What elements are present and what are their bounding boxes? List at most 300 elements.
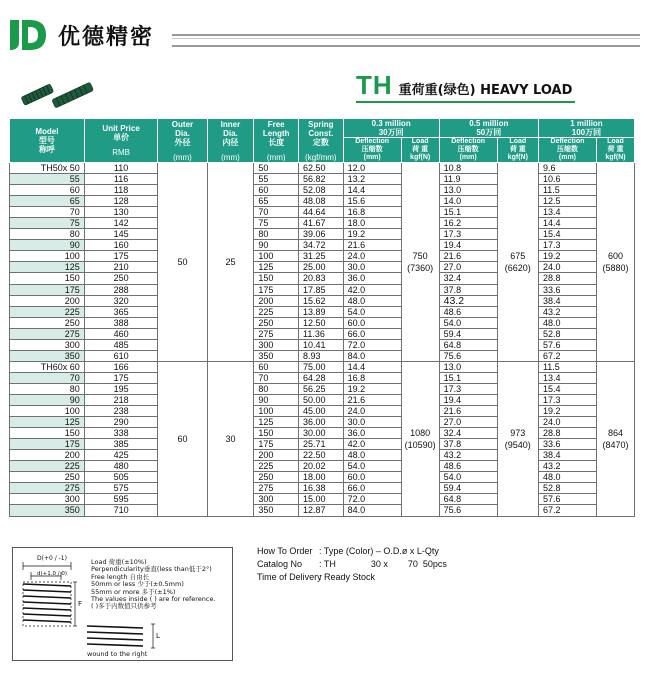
cell-spring-const: 39.06 — [299, 229, 344, 240]
cell-free-length: 250 — [254, 317, 299, 328]
jd-logo-icon — [8, 18, 48, 52]
tolerance-note-line: The values inside ( ) are for reference. — [91, 595, 216, 604]
cell-deflection-0-3m: 14.4 — [343, 361, 401, 372]
cell-free-length: 50 — [254, 163, 299, 174]
cell-deflection-0-3m: 66.0 — [343, 328, 401, 339]
cell-deflection-0-3m: 60.0 — [343, 317, 401, 328]
header-load: Load 荷 重 kgf(N) — [401, 138, 439, 163]
cell-deflection-0-5m: 13.0 — [439, 185, 497, 196]
table-row — [10, 218, 635, 229]
cell-deflection-0-3m: 16.8 — [343, 372, 401, 383]
cell-free-length: 55 — [254, 174, 299, 185]
tolerance-note-line: 50mm or less 少于(±0.5mm) — [91, 580, 184, 589]
cell-model: 80 — [10, 383, 85, 394]
title-underline — [356, 101, 575, 103]
cell-free-length: 70 — [254, 207, 299, 218]
cell-deflection-0-5m: 27.0 — [439, 262, 497, 273]
table-row — [10, 361, 635, 372]
cell-free-length: 80 — [254, 383, 299, 394]
product-code: TH — [356, 70, 393, 100]
cell-deflection-0-5m: 64.8 — [439, 494, 497, 505]
table-row — [10, 339, 635, 350]
cell-deflection-0-5m: 37.8 — [439, 439, 497, 450]
cell-deflection-0-5m: 16.2 — [439, 218, 497, 229]
cell-price: 118 — [84, 185, 158, 196]
cell-free-length: 300 — [254, 339, 299, 350]
cell-price: 365 — [84, 306, 158, 317]
cell-deflection-0-3m: 72.0 — [343, 494, 401, 505]
cell-model: 75 — [10, 218, 85, 229]
cell-free-length: 175 — [254, 284, 299, 295]
header-outer-dia: Outer Dia. 外径 (mm) — [158, 119, 207, 163]
header-deflection: Deflection 压缩数 (mm) — [538, 138, 596, 163]
tolerance-notes — [91, 559, 227, 611]
cell-free-length: 100 — [254, 406, 299, 417]
cell-spring-const: 56.82 — [299, 174, 344, 185]
cell-model: 100 — [10, 406, 85, 417]
cell-model: 65 — [10, 196, 85, 207]
cell-deflection-1m: 14.4 — [538, 218, 596, 229]
cell-price: 320 — [84, 295, 158, 306]
brand-name: 优德精密 — [58, 25, 155, 50]
cell-model: 55 — [10, 174, 85, 185]
cell-spring-const: 12.87 — [299, 505, 344, 516]
tolerance-note-line: 55mm or more 多于(±1%) — [91, 587, 176, 596]
cell-deflection-0-3m: 54.0 — [343, 461, 401, 472]
cell-model: 250 — [10, 472, 85, 483]
page-header — [8, 14, 640, 54]
table-row — [10, 428, 635, 439]
cell-free-length: 150 — [254, 428, 299, 439]
cell-spring-const: 30.00 — [299, 428, 344, 439]
cell-model: 150 — [10, 273, 85, 284]
header-group-0-5m: 0.5 million 50万回 — [439, 119, 538, 138]
cell-price: 575 — [84, 483, 158, 494]
cell-free-length: 300 — [254, 494, 299, 505]
label-d-outer: D(+0 / -1) — [37, 555, 67, 562]
cell-deflection-0-3m: 24.0 — [343, 251, 401, 262]
cell-model: 90 — [10, 394, 85, 405]
cell-price: 160 — [84, 240, 158, 251]
cell-deflection-0-3m: 36.0 — [343, 273, 401, 284]
cell-spring-const: 20.02 — [299, 461, 344, 472]
cell-deflection-0-3m: 48.0 — [343, 450, 401, 461]
cell-spring-const: 62.50 — [299, 163, 344, 174]
cell-spring-const: 15.00 — [299, 494, 344, 505]
cell-deflection-0-5m: 10.8 — [439, 163, 497, 174]
cell-deflection-1m: 24.0 — [538, 417, 596, 428]
cell-deflection-0-5m: 19.4 — [439, 394, 497, 405]
cell-model: 125 — [10, 262, 85, 273]
cell-model: 275 — [10, 328, 85, 339]
cell-load-0-3m: 750 (7360) — [401, 163, 439, 362]
spring-product-image — [18, 78, 98, 112]
cell-price: 145 — [84, 229, 158, 240]
table-row — [10, 505, 635, 516]
cell-deflection-0-5m: 75.6 — [439, 350, 497, 361]
table-row — [10, 328, 635, 339]
order-delivery-row: Time of Delivery: Ready Stock — [257, 572, 376, 582]
cell-spring-const: 75.00 — [299, 361, 344, 372]
cell-model: 200 — [10, 450, 85, 461]
table-row — [10, 273, 635, 284]
cell-price: 128 — [84, 196, 158, 207]
cell-deflection-1m: 57.6 — [538, 494, 596, 505]
table-row — [10, 483, 635, 494]
cell-spring-const: 48.08 — [299, 196, 344, 207]
cell-model: 250 — [10, 317, 85, 328]
cell-deflection-1m: 17.3 — [538, 240, 596, 251]
table-row — [10, 251, 635, 262]
cell-free-length: 150 — [254, 273, 299, 284]
cell-deflection-0-3m: 84.0 — [343, 505, 401, 516]
cell-deflection-1m: 12.5 — [538, 196, 596, 207]
cell-deflection-0-5m: 32.4 — [439, 273, 497, 284]
header-model: Model 型号 称呼 — [10, 119, 85, 163]
cell-load-0-5m: 973 (9540) — [497, 361, 538, 516]
table-row — [10, 262, 635, 273]
cell-spring-const: 41.67 — [299, 218, 344, 229]
cell-free-length: 200 — [254, 295, 299, 306]
table-row — [10, 317, 635, 328]
cell-spring-const: 56.25 — [299, 383, 344, 394]
label-d-inner: d(+1.0 / 0) — [37, 571, 67, 577]
cell-free-length: 175 — [254, 439, 299, 450]
header-deflection: Deflection 压缩数 (mm) — [343, 138, 401, 163]
cell-deflection-1m: 43.2 — [538, 461, 596, 472]
cell-spring-const: 15.62 — [299, 295, 344, 306]
cell-model: 70 — [10, 207, 85, 218]
spec-table-body — [10, 163, 635, 517]
cell-model: 300 — [10, 339, 85, 350]
cell-free-length: 90 — [254, 394, 299, 405]
cell-free-length: 80 — [254, 229, 299, 240]
cell-price: 116 — [84, 174, 158, 185]
cell-model: TH50x 50 — [10, 163, 85, 174]
cell-spring-const: 25.00 — [299, 262, 344, 273]
table-row — [10, 207, 635, 218]
cell-inner-dia: 30 — [207, 361, 254, 516]
cell-deflection-0-5m: 32.4 — [439, 428, 497, 439]
tolerance-note-line: Perpendicularity垂直(less than低于2°) — [91, 565, 212, 574]
spec-table — [9, 118, 635, 517]
cell-spring-const: 31.25 — [299, 251, 344, 262]
tolerance-note-line: Load 荷重(±10%) — [91, 558, 147, 566]
label-f: F — [78, 600, 83, 608]
cell-inner-dia: 25 — [207, 163, 254, 362]
cell-load-1m: 864 (8470) — [596, 361, 634, 516]
cell-price: 595 — [84, 494, 158, 505]
cell-deflection-1m: 52.8 — [538, 328, 596, 339]
table-row — [10, 185, 635, 196]
cell-spring-const: 22.50 — [299, 450, 344, 461]
cell-deflection-0-3m: 18.0 — [343, 218, 401, 229]
cell-free-length: 90 — [254, 240, 299, 251]
cell-price: 288 — [84, 284, 158, 295]
label-l: L — [156, 632, 160, 640]
cell-load-0-5m: 675 (6620) — [497, 163, 538, 362]
spring-diagram — [12, 547, 233, 661]
table-row — [10, 240, 635, 251]
cell-deflection-0-5m: 43.2 — [439, 450, 497, 461]
cell-spring-const: 50.00 — [299, 394, 344, 405]
cell-model: 225 — [10, 461, 85, 472]
cell-spring-const: 11.36 — [299, 328, 344, 339]
cell-price: 166 — [84, 361, 158, 372]
cell-free-length: 350 — [254, 505, 299, 516]
cell-deflection-1m: 19.2 — [538, 251, 596, 262]
cell-spring-const: 12.50 — [299, 317, 344, 328]
cell-deflection-1m: 48.0 — [538, 317, 596, 328]
cell-spring-const: 17.85 — [299, 284, 344, 295]
cell-free-length: 225 — [254, 306, 299, 317]
cell-price: 385 — [84, 439, 158, 450]
cell-deflection-0-5m: 43.2 — [439, 295, 497, 306]
cell-deflection-1m: 43.2 — [538, 306, 596, 317]
cell-price: 338 — [84, 428, 158, 439]
cell-deflection-0-5m: 54.0 — [439, 317, 497, 328]
cell-free-length: 350 — [254, 350, 299, 361]
cell-deflection-1m: 38.4 — [538, 450, 596, 461]
cell-deflection-0-3m: 72.0 — [343, 339, 401, 350]
cell-spring-const: 10.41 — [299, 339, 344, 350]
cell-deflection-0-3m: 36.0 — [343, 428, 401, 439]
table-row — [10, 163, 635, 174]
cell-price: 710 — [84, 505, 158, 516]
cell-deflection-0-5m: 17.3 — [439, 383, 497, 394]
header-group-1m: 1 million 100万回 — [538, 119, 634, 138]
cell-spring-const: 34.72 — [299, 240, 344, 251]
cell-deflection-0-5m: 48.6 — [439, 306, 497, 317]
table-row — [10, 450, 635, 461]
cell-deflection-0-3m: 54.0 — [343, 306, 401, 317]
cell-deflection-0-3m: 19.2 — [343, 229, 401, 240]
table-row — [10, 394, 635, 405]
tolerance-note-line: ( )多于内数值只供参考 — [91, 602, 157, 611]
cell-free-length: 275 — [254, 483, 299, 494]
cell-deflection-0-5m: 54.0 — [439, 472, 497, 483]
cell-load-0-3m: 1080 (10590) — [401, 361, 439, 516]
cell-deflection-0-5m: 19.4 — [439, 240, 497, 251]
cell-deflection-1m: 24.0 — [538, 262, 596, 273]
cell-deflection-0-3m: 13.2 — [343, 174, 401, 185]
table-row — [10, 350, 635, 361]
cell-free-length: 275 — [254, 328, 299, 339]
cell-free-length: 70 — [254, 372, 299, 383]
cell-deflection-1m: 9.6 — [538, 163, 596, 174]
cell-deflection-0-5m: 59.4 — [439, 328, 497, 339]
cell-model: 200 — [10, 295, 85, 306]
table-row — [10, 406, 635, 417]
table-row — [10, 174, 635, 185]
cell-free-length: 125 — [254, 417, 299, 428]
cell-deflection-1m: 28.8 — [538, 428, 596, 439]
tolerance-note-line: Free length 自由长 — [91, 572, 150, 581]
header-spring-const: Spring Const. 定数 (kgf/mm) — [299, 119, 344, 163]
header-price: Unit Price 单价 RMB — [84, 119, 158, 163]
cell-price: 175 — [84, 251, 158, 262]
wound-direction: wound to the right — [87, 650, 148, 658]
cell-deflection-0-5m: 11.9 — [439, 174, 497, 185]
cell-deflection-0-3m: 66.0 — [343, 483, 401, 494]
order-how-row: How To Order : Type (Color) – O.D.ø x L-Qty — [257, 546, 439, 556]
cell-free-length: 65 — [254, 196, 299, 207]
cell-model: 175 — [10, 284, 85, 295]
product-name: 重荷重(绿色) HEAVY LOAD — [398, 83, 573, 98]
cell-free-length: 200 — [254, 450, 299, 461]
cell-free-length: 250 — [254, 472, 299, 483]
table-row — [10, 229, 635, 240]
cell-price: 110 — [84, 163, 158, 174]
cell-deflection-1m: 67.2 — [538, 505, 596, 516]
cell-deflection-0-3m: 16.8 — [343, 207, 401, 218]
cell-model: 175 — [10, 439, 85, 450]
cell-deflection-1m: 15.4 — [538, 383, 596, 394]
cell-deflection-1m: 17.3 — [538, 394, 596, 405]
cell-spring-const: 13.89 — [299, 306, 344, 317]
cell-deflection-0-5m: 27.0 — [439, 417, 497, 428]
table-row — [10, 461, 635, 472]
cell-free-length: 60 — [254, 185, 299, 196]
table-row — [10, 417, 635, 428]
cell-deflection-0-3m: 84.0 — [343, 350, 401, 361]
cell-deflection-1m: 57.6 — [538, 339, 596, 350]
table-row — [10, 372, 635, 383]
cell-deflection-0-5m: 64.8 — [439, 339, 497, 350]
cell-free-length: 125 — [254, 262, 299, 273]
cell-deflection-1m: 11.5 — [538, 185, 596, 196]
cell-deflection-0-5m: 37.8 — [439, 284, 497, 295]
cell-price: 505 — [84, 472, 158, 483]
cell-spring-const: 36.00 — [299, 417, 344, 428]
table-row — [10, 306, 635, 317]
cell-free-length: 60 — [254, 361, 299, 372]
table-row — [10, 439, 635, 450]
cell-deflection-0-3m: 60.0 — [343, 472, 401, 483]
cell-model: 350 — [10, 505, 85, 516]
header-rule — [172, 34, 640, 47]
cell-outer-dia: 60 — [158, 361, 207, 516]
header-load: Load 荷 重 kgf(N) — [497, 138, 538, 163]
cell-deflection-1m: 48.0 — [538, 472, 596, 483]
cell-price: 218 — [84, 394, 158, 405]
cell-deflection-1m: 13.4 — [538, 207, 596, 218]
cell-deflection-1m: 33.6 — [538, 284, 596, 295]
cell-deflection-0-3m: 21.6 — [343, 240, 401, 251]
cell-price: 195 — [84, 383, 158, 394]
cell-deflection-0-5m: 17.3 — [439, 229, 497, 240]
cell-deflection-0-3m: 30.0 — [343, 417, 401, 428]
cell-spring-const: 20.83 — [299, 273, 344, 284]
cell-deflection-0-3m: 42.0 — [343, 284, 401, 295]
table-row — [10, 494, 635, 505]
cell-deflection-1m: 10.6 — [538, 174, 596, 185]
cell-deflection-0-5m: 48.6 — [439, 461, 497, 472]
cell-spring-const: 16.38 — [299, 483, 344, 494]
cell-spring-const: 25.71 — [299, 439, 344, 450]
cell-price: 175 — [84, 372, 158, 383]
cell-deflection-1m: 33.6 — [538, 439, 596, 450]
cell-deflection-0-5m: 14.0 — [439, 196, 497, 207]
cell-deflection-0-3m: 24.0 — [343, 406, 401, 417]
cell-model: 225 — [10, 306, 85, 317]
order-info — [257, 545, 447, 584]
cell-price: 142 — [84, 218, 158, 229]
cell-deflection-0-3m: 14.4 — [343, 185, 401, 196]
cell-model: 100 — [10, 251, 85, 262]
cell-spring-const: 52.08 — [299, 185, 344, 196]
cell-deflection-0-5m: 15.1 — [439, 207, 497, 218]
cell-deflection-0-5m: 59.4 — [439, 483, 497, 494]
cell-deflection-1m: 15.4 — [538, 229, 596, 240]
cell-deflection-0-3m: 19.2 — [343, 383, 401, 394]
cell-deflection-0-3m: 42.0 — [343, 439, 401, 450]
table-row — [10, 472, 635, 483]
cell-deflection-1m: 19.2 — [538, 406, 596, 417]
cell-price: 485 — [84, 339, 158, 350]
cell-outer-dia: 50 — [158, 163, 207, 362]
cell-price: 388 — [84, 317, 158, 328]
table-row — [10, 196, 635, 207]
cell-load-1m: 600 (5880) — [596, 163, 634, 362]
cell-free-length: 225 — [254, 461, 299, 472]
cell-deflection-0-3m: 48.0 — [343, 295, 401, 306]
cell-spring-const: 45.00 — [299, 406, 344, 417]
cell-price: 210 — [84, 262, 158, 273]
cell-deflection-0-5m: 15.1 — [439, 372, 497, 383]
cell-model: 150 — [10, 428, 85, 439]
table-row — [10, 295, 635, 306]
cell-price: 425 — [84, 450, 158, 461]
cell-model: 300 — [10, 494, 85, 505]
cell-deflection-1m: 52.8 — [538, 483, 596, 494]
cell-model: 60 — [10, 185, 85, 196]
cell-deflection-1m: 13.4 — [538, 372, 596, 383]
cell-deflection-0-3m: 12.0 — [343, 163, 401, 174]
order-catalog-row: Catalog No : TH 30 x 70 50pcs — [257, 559, 447, 569]
cell-price: 238 — [84, 406, 158, 417]
cell-model: 275 — [10, 483, 85, 494]
cell-free-length: 75 — [254, 218, 299, 229]
cell-model: 80 — [10, 229, 85, 240]
cell-price: 250 — [84, 273, 158, 284]
cell-price: 610 — [84, 350, 158, 361]
product-title — [356, 70, 572, 101]
cell-deflection-0-3m: 30.0 — [343, 262, 401, 273]
table-row — [10, 383, 635, 394]
cell-free-length: 100 — [254, 251, 299, 262]
cell-price: 130 — [84, 207, 158, 218]
header-load: Load 荷 重 kgf(N) — [596, 138, 634, 163]
cell-price: 460 — [84, 328, 158, 339]
cell-deflection-0-5m: 21.6 — [439, 406, 497, 417]
table-row — [10, 284, 635, 295]
cell-model: 70 — [10, 372, 85, 383]
cell-spring-const: 64.28 — [299, 372, 344, 383]
cell-spring-const: 8.93 — [299, 350, 344, 361]
header-free-length: Free Length 长度 (mm) — [254, 119, 299, 163]
cell-model: 350 — [10, 350, 85, 361]
header-group-0-3m: 0.3 million 30万回 — [343, 119, 439, 138]
cell-deflection-1m: 38.4 — [538, 295, 596, 306]
cell-deflection-0-5m: 21.6 — [439, 251, 497, 262]
cell-deflection-1m: 28.8 — [538, 273, 596, 284]
cell-deflection-1m: 11.5 — [538, 361, 596, 372]
cell-model: TH60x 60 — [10, 361, 85, 372]
cell-spring-const: 44.64 — [299, 207, 344, 218]
cell-deflection-0-3m: 15.6 — [343, 196, 401, 207]
cell-deflection-0-5m: 75.6 — [439, 505, 497, 516]
